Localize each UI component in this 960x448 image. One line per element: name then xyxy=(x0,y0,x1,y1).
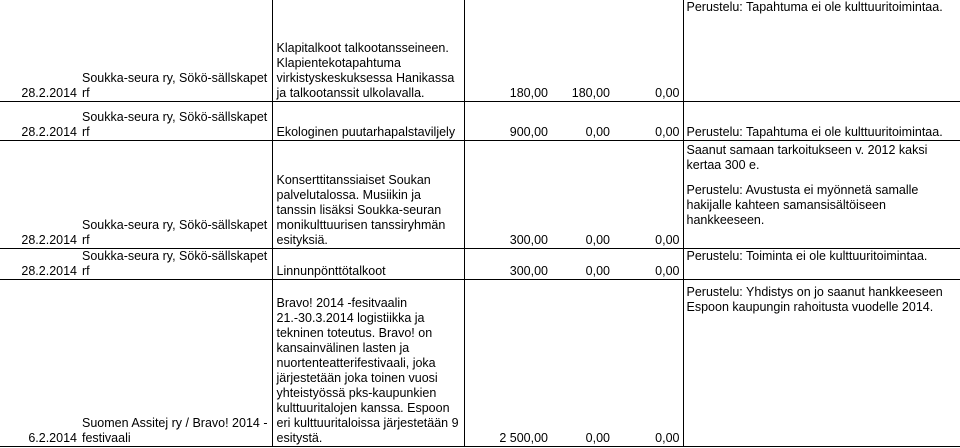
row-applicant: Soukka-seura ry, Sökö-sällskapet rf xyxy=(79,0,272,101)
row-amount-granted: 0,00 xyxy=(613,0,683,101)
row-date: 28.2.2014 xyxy=(0,101,79,140)
row-amount-applied: 180,00 xyxy=(464,0,551,101)
row-amount-applied: 300,00 xyxy=(464,248,551,279)
row-date: 28.2.2014 xyxy=(0,140,79,248)
row-description: Klapitalkoot talkootansseineen. Klapientekotapahtuma virkistyskeskuksessa Hanikassa ja talkootanssit ulkolavalla. xyxy=(272,0,464,101)
row-amount-granted: 0,00 xyxy=(613,279,683,446)
row-applicant: Soukka-seura ry, Sökö-sällskapet rf xyxy=(79,248,272,279)
row-amount-applied: 300,00 xyxy=(464,140,551,248)
row-notes xyxy=(683,140,960,248)
row-date: 6.2.2014 xyxy=(0,279,79,446)
row-date: 28.2.2014 xyxy=(0,248,79,279)
row-amount-granted: 0,00 xyxy=(613,140,683,248)
row-applicant: Suomen Assitej ry / Bravo! 2014 -festivaali xyxy=(79,279,272,446)
note-text: Perustelu: Tapahtuma ei ole kulttuuritoimintaa. xyxy=(686,124,943,139)
row-amount-proposed: 0,00 xyxy=(551,279,613,446)
row-notes xyxy=(683,101,960,140)
table-row xyxy=(0,248,960,279)
row-amount-applied: 900,00 xyxy=(464,101,551,140)
row-amount-granted: 0,00 xyxy=(613,248,683,279)
note-gap xyxy=(687,173,958,183)
table-row xyxy=(0,101,960,140)
row-amount-proposed: 0,00 xyxy=(551,101,613,140)
row-amount-proposed: 0,00 xyxy=(551,140,613,248)
note-text: Perustelu: Avustusta ei myönnetä samalle hakijalle kahteen samansisältöiseen hankkeeseen. xyxy=(686,182,919,227)
row-amount-proposed: 180,00 xyxy=(551,0,613,101)
row-notes xyxy=(683,0,960,101)
row-amount-applied: 2 500,00 xyxy=(464,279,551,446)
note-text: Perustelu: Yhdistys on jo saanut hankkeeseen Espoon kaupungin rahoitusta vuodelle 2014. xyxy=(686,284,943,314)
row-applicant: Soukka-seura ry, Sökö-sällskapet rf xyxy=(79,101,272,140)
table-row xyxy=(0,0,960,101)
row-notes xyxy=(683,279,960,446)
row-applicant: Soukka-seura ry, Sökö-sällskapet rf xyxy=(79,140,272,248)
row-amount-granted: 0,00 xyxy=(613,101,683,140)
row-amount-proposed: 0,00 xyxy=(551,248,613,279)
table-row xyxy=(0,279,960,446)
row-description: Linnunpönttötalkoot xyxy=(272,248,464,279)
row-notes xyxy=(683,248,960,279)
row-description: Ekologinen puutarhapalstaviljely xyxy=(272,101,464,140)
note-text: Perustelu: Toiminta ei ole kulttuuritoimintaa. xyxy=(686,248,928,263)
row-description: Konserttitanssiaiset Soukan palvelutalossa. Musiikin ja tanssin lisäksi Soukka-seuran monikulttuurisen tanssiryhmän esityksiä. xyxy=(272,140,464,248)
note-text: Saanut samaan tarkoitukseen v. 2012 kaksi kertaa 300 e. xyxy=(686,142,928,172)
table-row xyxy=(0,140,960,248)
note-text: Perustelu: Tapahtuma ei ole kulttuuritoimintaa. xyxy=(686,0,943,14)
row-description: Bravo! 2014 -fesitvaalin 21.-30.3.2014 logistiikka ja tekninen toteutus. Bravo! on kansainvälinen lasten ja nuortenteatterifestivaali, joka järjestetään joka toinen vuosi yhteistyössä pks-kaupunkien kulttuuritalojen kanssa. Espoon eri kulttuuritaloissa järjestetään 9 esitystä. xyxy=(272,279,464,446)
row-date: 28.2.2014 xyxy=(0,0,79,101)
